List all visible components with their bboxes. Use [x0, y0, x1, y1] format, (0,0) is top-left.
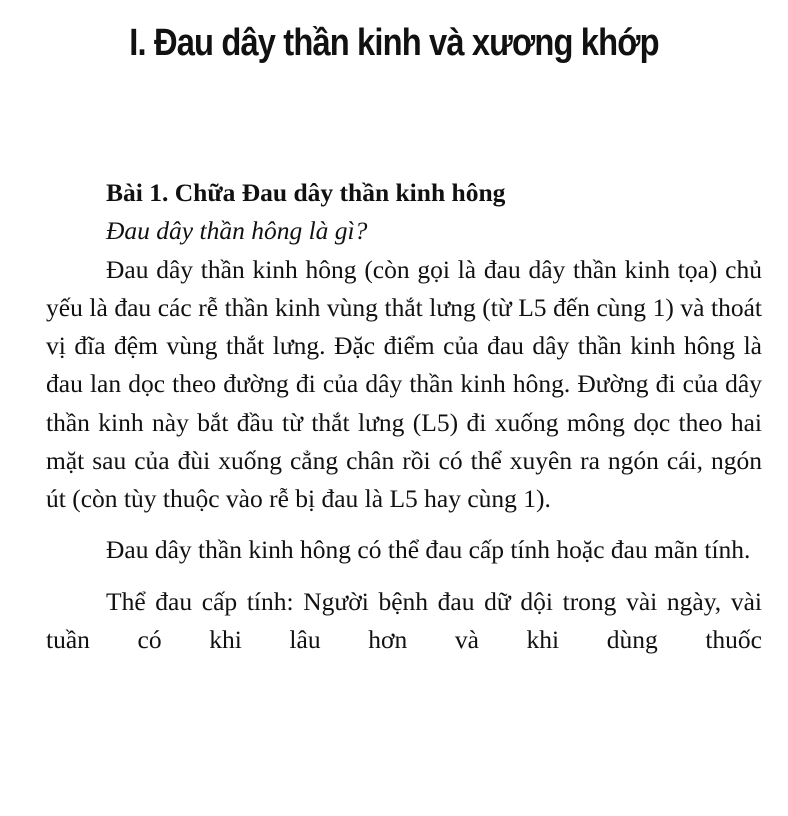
paragraph-definition: Đau dây thần kinh hông (còn gọi là đau dây thần kinh tọa) chủ yếu là đau các rễ thần kinh vùng thắt lưng (từ L5 đến cùng 1) và thoát vị đĩa đệm vùng thắt lưng. Đặc điểm của đau dây thần kinh hông là đau lan dọc theo đường đi của dây thần kinh hông. Đường đi của dây thần kinh này bắt đầu từ thắt lưng (L5) đi xuống mông dọc theo hai mặt sau của đùi xuống cẳng chân rồi có thể xuyên ra ngón cái, ngón út (còn tùy thuộc vào rễ bị đau là L5 hay cùng 1).: [46, 254, 762, 514]
paragraph-types: Đau dây thần kinh hông có thể đau cấp tính hoặc đau mãn tính.: [106, 534, 751, 564]
body-text: [46, 174, 762, 660]
section-question: Đau dây thần hông là gì?: [106, 216, 368, 246]
lesson-heading: Bài 1. Chữa Đau dây thần kinh hông: [106, 178, 506, 207]
paragraph-acute: Thể đau cấp tính: Người bệnh đau dữ dội trong vài ngày, vài tuần có khi lâu hơn và khi dùng thuốc: [46, 586, 762, 655]
chapter-title: I. Đau dây thần kinh và xương khớp: [129, 22, 659, 64]
